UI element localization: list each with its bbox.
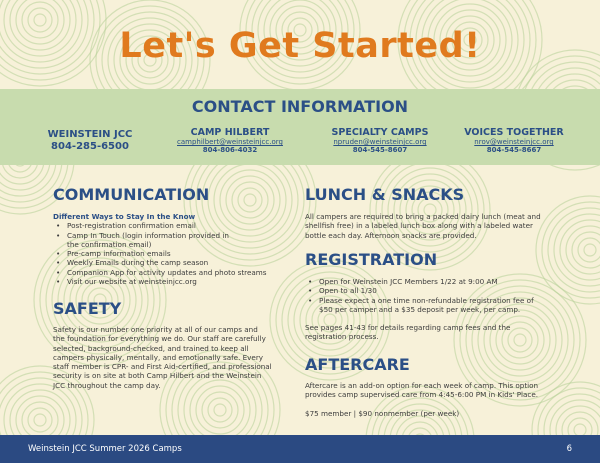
aftercare-body	[305, 381, 575, 418]
contact-heading: CONTACT INFORMATION	[191, 97, 409, 116]
text-line: registration process.	[305, 332, 379, 342]
text-line: All campers are required to bring a packed dairy lunch (meat and	[305, 212, 541, 221]
list-item-text: Camp In Touch (login information provided in	[67, 230, 229, 240]
text-line: campers physically, mentally, and emotionally safe. Every	[53, 352, 264, 362]
text-line: Safety is our number one priority at all of our camps and	[53, 325, 258, 334]
list-item: • Weekly Emails during the camp season	[53, 258, 293, 267]
registration-heading: REGISTRATION	[305, 250, 438, 269]
list-item: • Post-registration confirmation email	[53, 221, 293, 230]
tree-ring	[214, 404, 226, 416]
contact-phone: 804-545-8607	[352, 146, 408, 154]
tree-ring	[34, 414, 46, 426]
list-item: • Companion App for activity updates and photo streams	[53, 268, 293, 277]
list-item-text: Please expect a one time non-refundable registration fee of	[319, 295, 534, 305]
tree-ring	[578, 238, 600, 262]
tree-ring	[196, 386, 244, 434]
text-line: shellfish free) in a labeled lunch box along with a labeled water	[305, 221, 533, 231]
list-item	[53, 231, 293, 250]
tree-ring	[382, 162, 478, 258]
tree-ring	[244, 194, 256, 206]
contact-name: SPECIALTY CAMPS	[331, 127, 429, 138]
tree-ring	[34, 14, 46, 26]
footer-bar	[0, 435, 600, 463]
aftercare-heading: AFTERCARE	[305, 355, 410, 374]
communication-body	[53, 212, 293, 286]
tree-ring	[376, 156, 484, 264]
tree-ring	[584, 244, 596, 256]
contact-phone: 804-806-4032	[202, 146, 258, 154]
communication-heading: COMMUNICATION	[53, 185, 210, 204]
tree-ring	[28, 408, 52, 432]
text-line: Aftercare is an add-on option for each week of camp. This option	[305, 381, 539, 390]
communication-subheading: Different Ways to Stay In the Know	[53, 212, 196, 221]
list-item: • Visit our website at weinsteinjcc.org	[53, 277, 293, 286]
list-item-continuation: $50 per camper and a $35 deposit per week, per camp.	[319, 304, 521, 314]
contact-specialty-camps	[320, 127, 440, 154]
contact-name: CAMP HILBERT	[190, 127, 270, 138]
list-item: • Open for Weinstein JCC Members 1/22 at 9:00 AM	[305, 277, 575, 286]
contact-camp-hilbert	[170, 127, 290, 154]
text-line: See pages 41-43 for details regarding camp fees and the	[305, 323, 511, 333]
contact-email-link[interactable]: nrov@weinsteinjcc.org	[474, 138, 554, 146]
contact-weinstein	[40, 127, 140, 152]
list-item-continuation: the confirmation email)	[67, 239, 152, 249]
contact-name: WEINSTEIN JCC	[47, 129, 133, 140]
contact-voices-together	[454, 127, 574, 154]
page-title: Let's Get Started!	[119, 26, 481, 66]
text-line: the foundation for everything we do. Our staff are carefully	[53, 334, 266, 344]
contact-phone: 804-285-6500	[51, 141, 129, 152]
list-item: • Pre-camp information emails	[53, 249, 293, 258]
text-line: selected, background-checked, and trained to keep all	[53, 343, 249, 353]
contact-email-link[interactable]: npruden@weinsteinjcc.org	[333, 138, 427, 146]
list-item: • Open to all 1/30	[305, 286, 575, 295]
contact-phone: 804-545-8667	[486, 146, 542, 154]
list-item	[305, 296, 575, 315]
lunch-body	[305, 212, 570, 240]
safety-heading: SAFETY	[53, 299, 122, 318]
aftercare-price: $75 member | $90 nonmember (per week)	[305, 408, 460, 418]
tree-ring	[202, 392, 238, 428]
text-line: bottle each day. Afternoon snacks are provided.	[305, 230, 477, 240]
page-number: 6	[566, 444, 572, 454]
footer-title: Weinstein JCC Summer 2026 Camps	[28, 444, 182, 454]
text-line: JCC throughout the camp day.	[53, 380, 161, 390]
text-line: security is on site at both Camp Hilbert and the Weinstein	[53, 371, 262, 381]
registration-body	[305, 277, 575, 342]
text-line: staff member is CPR- and First Aid-certified, and professional	[53, 362, 272, 372]
registration-list	[305, 277, 575, 314]
text-line: provides camp supervised care from 4:45-6:00 PM in Kids' Place.	[305, 390, 539, 400]
contact-email-link[interactable]: camphilbert@weinsteinjcc.org	[177, 138, 283, 146]
contact-name: VOICES TOGETHER	[464, 127, 564, 138]
safety-body	[53, 325, 293, 390]
tree-ring	[208, 398, 232, 422]
tree-ring	[238, 188, 262, 212]
lunch-heading: LUNCH & SNACKS	[305, 185, 465, 204]
communication-list	[53, 221, 293, 286]
